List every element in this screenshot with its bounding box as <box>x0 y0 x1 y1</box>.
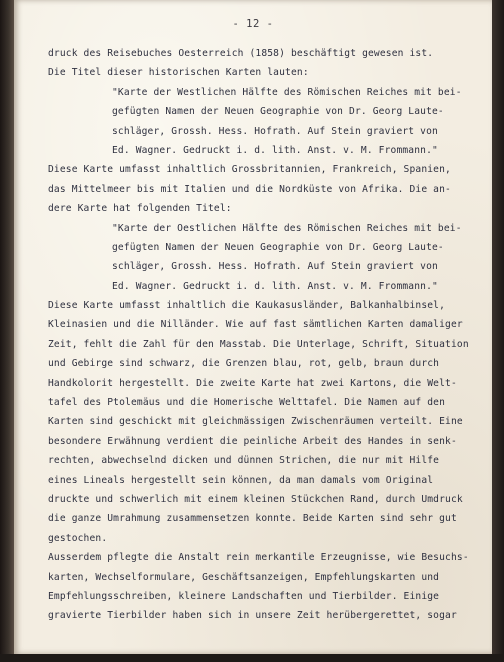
text-line: besondere Erwähnung verdient die peinliche Arbeit des Handes in senk- <box>48 435 457 447</box>
quoted-title-line: schläger, Grossh. Hess. Hofrath. Auf Stein graviert von <box>112 261 438 273</box>
quoted-title-line: Ed. Wagner. Gedruckt i. d. lith. Anst. v. M. Frommann." <box>112 144 438 156</box>
text-line: Diese Karte umfasst inhaltlich die Kaukasusländer, Balkanhalbinsel, <box>48 300 446 312</box>
quoted-title-line: gefügten Namen der Neuen Geographie von Dr. Georg Laute- <box>112 106 444 118</box>
text-line: die ganze Umrahmung zusammensetzen konnte. Beide Karten sind sehr gut <box>48 513 457 525</box>
page-number: - 12 - <box>232 18 274 30</box>
text-line: Handkolorit hergestellt. Die zweite Karte hat zwei Kartons, die Welt- <box>48 377 457 389</box>
text-line: Ausserdem pflegte die Anstalt rein merkantile Erzeugnisse, wie Besuchs- <box>48 552 469 564</box>
document-page <box>14 0 492 654</box>
text-line: und Gebirge sind schwarz, die Grenzen blau, rot, gelb, braun durch <box>48 358 440 370</box>
quoted-title-line: schläger, Grossh. Hess. Hofrath. Auf Stein graviert von <box>112 125 438 137</box>
text-line: eines Lineals hergestellt sein können, da man damals vom Original <box>48 474 434 486</box>
text-line: gestochen. <box>48 532 108 544</box>
text-line: Empfehlungsschreiben, kleinere Landschaften und Tierbilder. Einige <box>48 590 440 602</box>
quoted-title-line: "Karte der Oestlichen Hälfte des Römischen Reiches mit bei- <box>112 222 462 234</box>
text-line: Diese Karte umfasst inhaltlich Grossbritannien, Frankreich, Spanien, <box>48 164 451 176</box>
text-line: Zeit, fehlt die Zahl für den Masstab. Die Unterlage, Schrift, Situation <box>48 338 469 350</box>
text-line: gravierte Tierbilder haben sich in unsere Zeit herübergerettet, sogar <box>48 610 457 622</box>
text-line: rechten, abwechselnd dicken und dünnen Strichen, die nur mit Hilfe <box>48 455 440 467</box>
text-line: karten, Wechselformulare, Geschäftsanzeigen, Empfehlungskarten und <box>48 571 440 583</box>
background-edge <box>492 0 504 662</box>
text-line: dere Karte hat folgenden Titel: <box>48 203 232 215</box>
quoted-title-line: gefügten Namen der Neuen Geographie von Dr. Georg Laute- <box>112 241 444 253</box>
text-line: druck des Reisebuches Oesterreich (1858) beschäftigt gewesen ist. <box>48 48 434 59</box>
quoted-title-line: Ed. Wagner. Gedruckt i. d. lith. Anst. v. M. Frommann." <box>112 280 438 292</box>
book-spine-shadow <box>0 0 14 662</box>
text-line: Karten sind geschickt mit gleichmässigen Zwischenräumen verteilt. Eine <box>48 416 463 428</box>
text-line: Die Titel dieser historischen Karten lauten: <box>48 67 309 79</box>
text-line: tafel des Ptolemäus und die Homerische Welttafel. Die Namen auf den <box>48 397 446 409</box>
text-line: das Mittelmeer bis mit Italien und die Nordküste von Afrika. Die an- <box>48 183 451 195</box>
text-line: Kleinasien und die Nilländer. Wie auf fast sämtlichen Karten damaliger <box>48 319 463 331</box>
background-edge-bottom <box>0 654 504 662</box>
text-line: druckte und schwerlich mit einem kleinen Stückchen Rand, durch Umdruck <box>48 493 463 505</box>
quoted-title-line: "Karte der Westlichen Hälfte des Römischen Reiches mit bei- <box>112 86 462 98</box>
page-body-text <box>48 44 484 626</box>
